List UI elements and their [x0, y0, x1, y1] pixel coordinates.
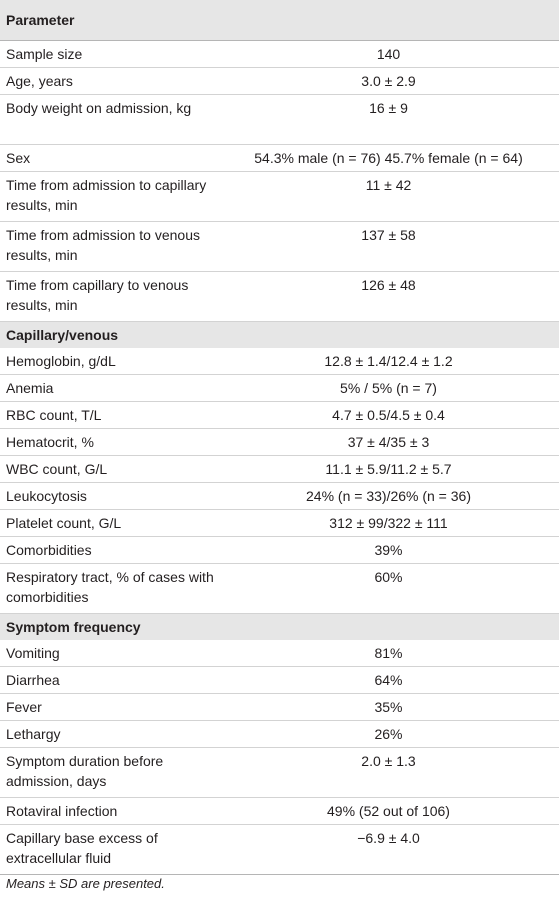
table-row	[0, 375, 559, 402]
table-row	[0, 825, 559, 875]
row-value: 16 ± 9	[218, 95, 559, 145]
row-value: 4.7 ± 0.5/4.5 ± 0.4	[218, 402, 559, 429]
row-label: Time from capillary to venous results, min	[0, 272, 218, 322]
row-label: Hematocrit, %	[0, 429, 218, 456]
row-value: 140	[218, 41, 559, 68]
section-header-row	[0, 614, 559, 641]
table-row	[0, 456, 559, 483]
row-label: Platelet count, G/L	[0, 510, 218, 537]
table-row	[0, 429, 559, 456]
row-value: 64%	[218, 667, 559, 694]
row-value: 81%	[218, 640, 559, 667]
row-value: 49% (52 out of 106)	[218, 798, 559, 825]
row-value: 54.3% male (n = 76) 45.7% female (n = 64)	[218, 145, 559, 172]
row-label: Leukocytosis	[0, 483, 218, 510]
row-label: Hemoglobin, g/dL	[0, 348, 218, 375]
row-label: Rotaviral infection	[0, 798, 218, 825]
table-row	[0, 640, 559, 667]
table-row	[0, 222, 559, 272]
table-row	[0, 510, 559, 537]
row-label: Diarrhea	[0, 667, 218, 694]
table-row	[0, 172, 559, 222]
table-row	[0, 68, 559, 95]
row-value: 37 ± 4/35 ± 3	[218, 429, 559, 456]
table-footnote: Means ± SD are presented.	[6, 876, 165, 891]
row-label: Body weight on admission, kg	[0, 95, 218, 145]
table-row	[0, 41, 559, 68]
row-value: 24% (n = 33)/26% (n = 36)	[218, 483, 559, 510]
row-label: Time from admission to venous results, min	[0, 222, 218, 272]
row-value: 35%	[218, 694, 559, 721]
row-value: 11.1 ± 5.9/11.2 ± 5.7	[218, 456, 559, 483]
row-label: Comorbidities	[0, 537, 218, 564]
table-row	[0, 272, 559, 322]
row-value: 2.0 ± 1.3	[218, 748, 559, 798]
row-label: Symptom duration before admission, days	[0, 748, 218, 798]
row-value: 11 ± 42	[218, 172, 559, 222]
table-row	[0, 721, 559, 748]
table-row	[0, 348, 559, 375]
row-value: 3.0 ± 2.9	[218, 68, 559, 95]
row-value: 312 ± 99/322 ± 111	[218, 510, 559, 537]
table-row	[0, 145, 559, 172]
row-label: Anemia	[0, 375, 218, 402]
table-row	[0, 748, 559, 798]
table-header-row	[0, 0, 559, 41]
section-title: Capillary/venous	[0, 322, 559, 349]
row-label: Age, years	[0, 68, 218, 95]
header-parameter: Parameter	[0, 0, 218, 41]
table-row	[0, 798, 559, 825]
row-label: Sex	[0, 145, 218, 172]
table-row	[0, 483, 559, 510]
table-row	[0, 402, 559, 429]
row-value: 26%	[218, 721, 559, 748]
row-value: 126 ± 48	[218, 272, 559, 322]
row-value: 12.8 ± 1.4/12.4 ± 1.2	[218, 348, 559, 375]
row-label: Vomiting	[0, 640, 218, 667]
row-value: 5% / 5% (n = 7)	[218, 375, 559, 402]
header-value	[218, 0, 559, 41]
section-title: Symptom frequency	[0, 614, 559, 641]
table-row	[0, 537, 559, 564]
table-body	[0, 41, 559, 875]
table-row	[0, 667, 559, 694]
row-label: Sample size	[0, 41, 218, 68]
table-row	[0, 95, 559, 145]
row-value: 39%	[218, 537, 559, 564]
row-value: −6.9 ± 4.0	[218, 825, 559, 875]
row-label: Respiratory tract, % of cases with comorbidities	[0, 564, 218, 614]
row-label: Lethargy	[0, 721, 218, 748]
row-value: 137 ± 58	[218, 222, 559, 272]
section-header-row	[0, 322, 559, 349]
row-label: Capillary base excess of extracellular fluid	[0, 825, 218, 875]
row-label: Time from admission to capillary results, min	[0, 172, 218, 222]
row-label: Fever	[0, 694, 218, 721]
row-label: RBC count, T/L	[0, 402, 218, 429]
table-row	[0, 564, 559, 614]
row-label: WBC count, G/L	[0, 456, 218, 483]
table-row	[0, 694, 559, 721]
row-value: 60%	[218, 564, 559, 614]
